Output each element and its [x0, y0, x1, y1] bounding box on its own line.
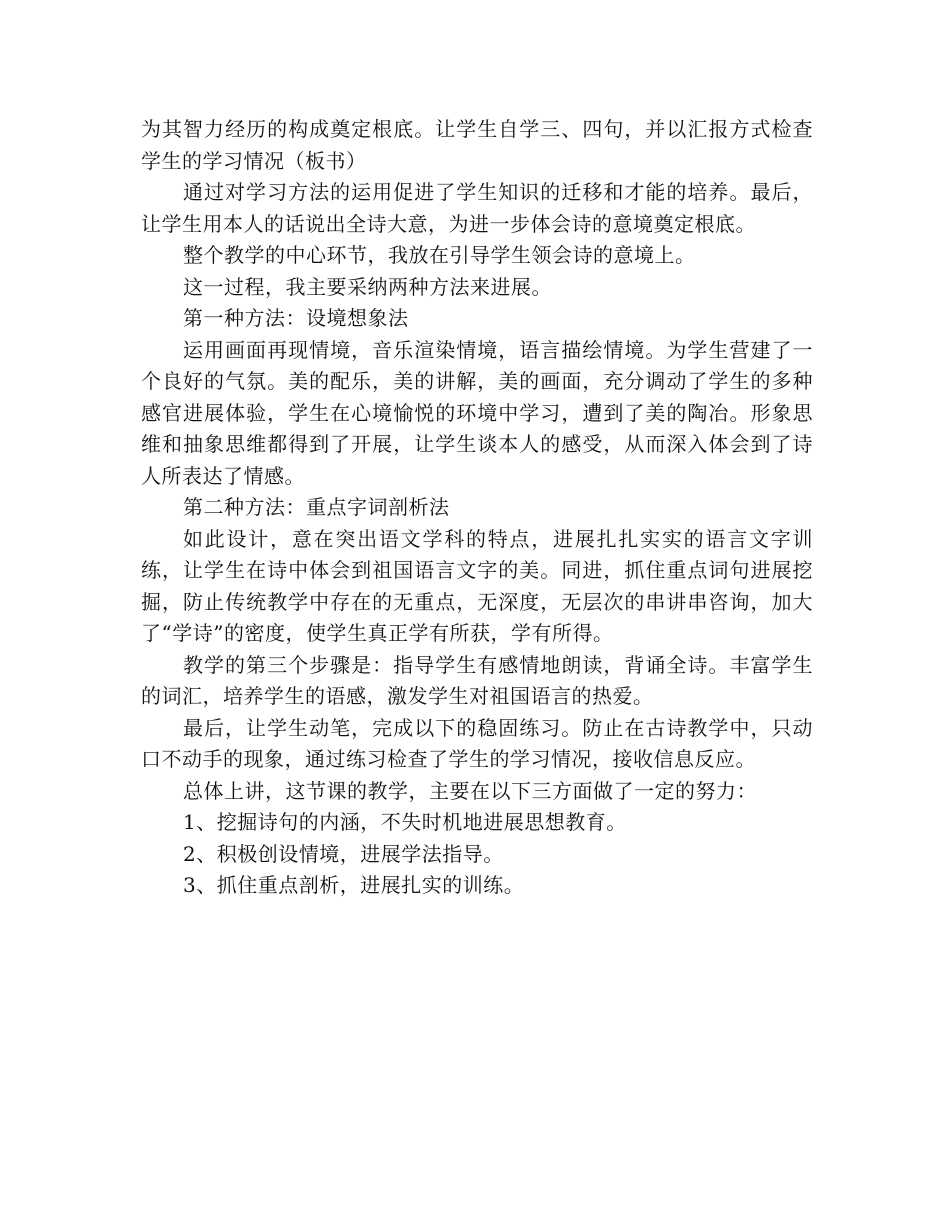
paragraph-method-one-detail: 运用画面再现情境，音乐渲染情境，语言描绘情境。为学生营建了一个良好的气氛。美的配乐，美的讲解，美的画面，充分调动了学生的多种感官进展体验，学生在心境愉悦的环境中学习，遭到了美的陶冶。形象思维和抽象思维都得到了开展，让学生谈本人的感受，从而深入体会到了诗人所表达了情感。 — [141, 337, 813, 488]
paragraph-practice: 最后，让学生动笔，完成以下的稳固练习。防止在古诗教学中，只动口不动手的现象，通过练习检查了学生的学习情况，接收信息反应。 — [141, 715, 813, 771]
paragraph-method-two-detail: 如此设计，意在突出语文学科的特点，进展扎扎实实的语言文字训练，让学生在诗中体会到祖国语言文字的美。同进，抓住重点词句进展挖掘，防止传统教学中存在的无重点，无深度，无层次的串讲串咨询，加大了“学诗”的密度，使学生真正学有所获，学有所得。 — [141, 526, 813, 645]
paragraph-summary: 总体上讲，这节课的教学，主要在以下三方面做了一定的努力： — [183, 778, 757, 803]
heading-method-two: 第二种方法：重点字词剖析法 — [183, 495, 450, 519]
paragraph-learning-method: 通过对学习方法的运用促进了学生知识的迁移和才能的培养。最后，让学生用本人的话说出全诗大意，为进一步体会诗的意境奠定根底。 — [141, 180, 813, 236]
paragraph-two-methods: 这一过程，我主要采纳两种方法来进展。 — [183, 274, 552, 299]
body-text — [141, 114, 813, 902]
paragraph-third-step: 教学的第三个步骤是：指导学生有感情地朗读，背诵全诗。丰富学生的词汇，培养学生的语感，激发学生对祖国语言的热爱。 — [141, 652, 813, 708]
list-item: 3、抓住重点剖析，进展扎实的训练。 — [183, 873, 525, 897]
heading-method-one: 第一种方法：设境想象法 — [183, 306, 409, 330]
paragraph-core-step: 整个教学的中心环节，我放在引导学生领会诗的意境上。 — [183, 243, 696, 267]
list-item: 2、积极创设情境，进展学法指导。 — [183, 841, 504, 866]
paragraph-continuation: 为其智力经历的构成奠定根底。让学生自学三、四句，并以汇报方式检查学生的学习情况（板书） — [141, 117, 813, 173]
list-item: 1、挖掘诗句的内涵，不失时机地进展思想教育。 — [183, 810, 627, 834]
